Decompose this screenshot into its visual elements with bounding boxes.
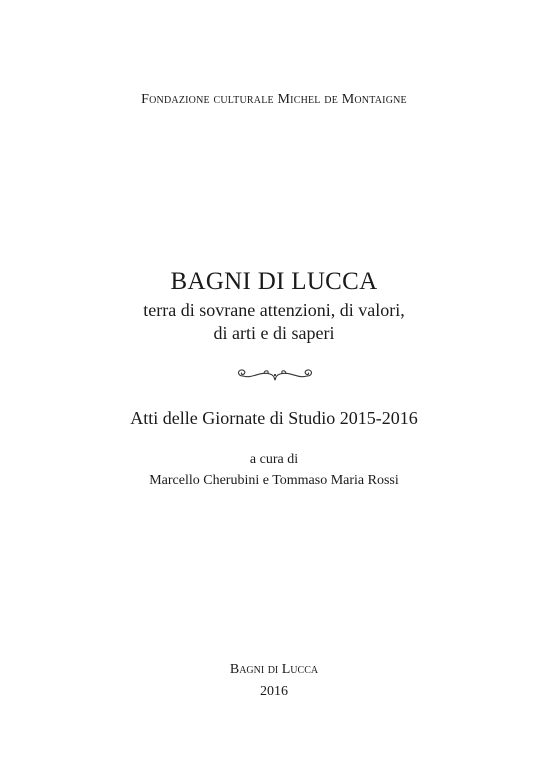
publication-year: 2016 — [260, 684, 288, 699]
proceedings-title: Atti delle Giornate di Studio 2015-2016 — [130, 408, 418, 428]
editor-intro: a cura di — [249, 452, 299, 467]
editors-names: Marcello Cherubini e Tommaso Maria Rossi — [149, 473, 399, 488]
book-subtitle-line-1: terra di sovrane attenzioni, di valori, — [143, 300, 405, 320]
foundation-name: Fondazione culturale Michel de Montaigne — [141, 92, 407, 107]
book-subtitle-line-2: di arti e di saperi — [213, 323, 335, 343]
flourish-ornament-icon — [234, 364, 316, 386]
book-title: BAGNI DI LUCCA — [170, 268, 378, 295]
publication-place: Bagni di Lucca — [229, 662, 319, 677]
